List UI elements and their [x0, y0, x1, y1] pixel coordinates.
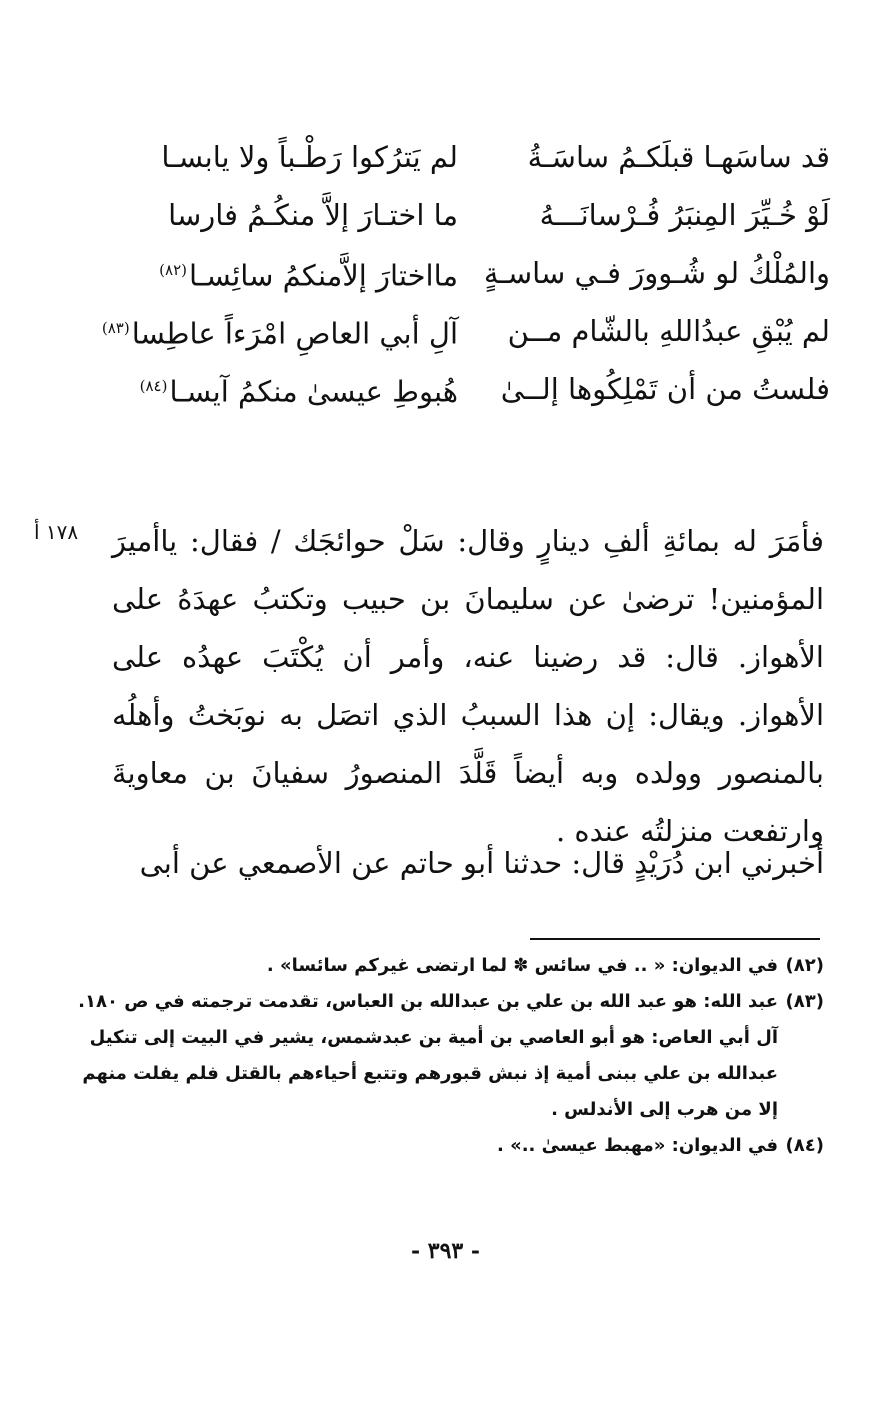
- verse-line: [118, 186, 830, 244]
- footnote-line: في الديوان: «مهبط عيسىٰ ..» .: [496, 1135, 778, 1156]
- hemistich-text: مااختارَ إلاَّمنكمُ سائِسـا: [189, 258, 458, 293]
- footnote-text: [112, 1128, 778, 1164]
- second-hemistich: [122, 128, 458, 186]
- body-paragraph-continued: أخبرني ابن دُرَيْدٍ قال: حدثنا أبو حاتم عن الأصمعي عن أبى: [139, 846, 824, 880]
- manuscript-folio-marker: ١٧٨ أ: [34, 520, 79, 544]
- first-hemistich: قد ساسَهـا قبلَكـمُ ساسَـةُ: [527, 140, 830, 174]
- second-hemistich: [101, 299, 458, 363]
- body-paragraph: فأمَرَ له بمائةِ ألفِ دينارٍ وقال: سَلْ حوائجَك / فقال: ياأميرَ المؤمنين! ترضىٰ عن سليمانَ بن حبيب وتكتبُ عهدَهُ على الأهواز. قال: قد رضينا عنه، وأمر أن يُكْتَبَ عهدُه على الأهواز. ويقال: إن هذا السببُ الذي اتصَل به نوبَختُ وأهلُه بالمنصور وولده وبه أيضاً قَلَّدَ المنصورُ سفيانَ بن معاويةَ وارتفعت منزلتُه عنده .: [112, 524, 824, 848]
- first-hemistich: والمُلْكُ لو شُـوورَ فـي ساسـةٍ: [483, 256, 830, 290]
- footnote-reference: (٨٣): [101, 319, 130, 338]
- hemistich-text: آلِ أبي العاصِ امْرَءاً عاطِسا: [131, 316, 458, 351]
- verse-line: [118, 128, 830, 186]
- second-hemistich: [122, 357, 458, 421]
- footnote-line: إلا من هرب إلى الأندلس .: [551, 1099, 778, 1120]
- footnote: [78, 984, 824, 1128]
- hemistich-text: لم يَترُكوا رَطْـباً ولا يابسـا: [161, 140, 458, 174]
- poem-block: [101, 128, 830, 418]
- footnote-line: في الديوان: « .. في سائس ✽ لما ارتضى غيركم سائسا» .: [266, 955, 778, 976]
- footnote-separator: [530, 938, 820, 940]
- footnote-number: (٨٤): [785, 1135, 824, 1156]
- verse-line: [118, 360, 830, 418]
- footnote: [112, 948, 824, 984]
- footnote-line: عبدالله بن علي ببنى أمية إذ نبش قبورهم وتتبع أحياءهم بالقتل فلم يفلت منهم: [82, 1063, 778, 1084]
- footnotes: [78, 948, 824, 1164]
- second-hemistich: [122, 186, 458, 244]
- footnote-reference: (٨٤): [139, 377, 168, 396]
- first-hemistich: فلستُ من أن تَمْلِكُوها إلــىٰ: [500, 372, 830, 406]
- footnote-line: عبد الله: هو عبد الله بن علي بن عبدالله بن العباس، تقدمت ترجمته في ص ١٨٠.: [78, 991, 778, 1012]
- second-hemistich: [122, 241, 458, 305]
- footnote-text: [78, 984, 778, 1128]
- footnote-reference: (٨٢): [159, 261, 187, 280]
- footnote-number: (٨٣): [785, 991, 824, 1012]
- first-hemistich: لَوْ خُـيِّرَ المِنبَرُ فُـرْسانَـــهُ: [539, 198, 830, 232]
- footnote-text: [112, 948, 778, 984]
- first-hemistich: لم يُبْقِ عبدُاللهِ بالشّام مــن: [507, 314, 830, 348]
- page-number: - ٣٩٣ -: [410, 1238, 481, 1264]
- hemistich-text: ما اختـارَ إلاَّ منكُـمُ فارسا: [168, 198, 458, 232]
- footnote-line: آل أبي العاص: هو أبو العاصي بن أمية بن عبدشمس، يشير في البيت إلى تنكيل: [89, 1027, 778, 1048]
- verse-line: [118, 244, 830, 302]
- footnote: [112, 1128, 824, 1164]
- verse-line: [101, 302, 830, 360]
- footnote-number: (٨٢): [785, 955, 824, 976]
- hemistich-text: هُبوطِ عيسىٰ منكمُ آيسـا: [169, 374, 458, 409]
